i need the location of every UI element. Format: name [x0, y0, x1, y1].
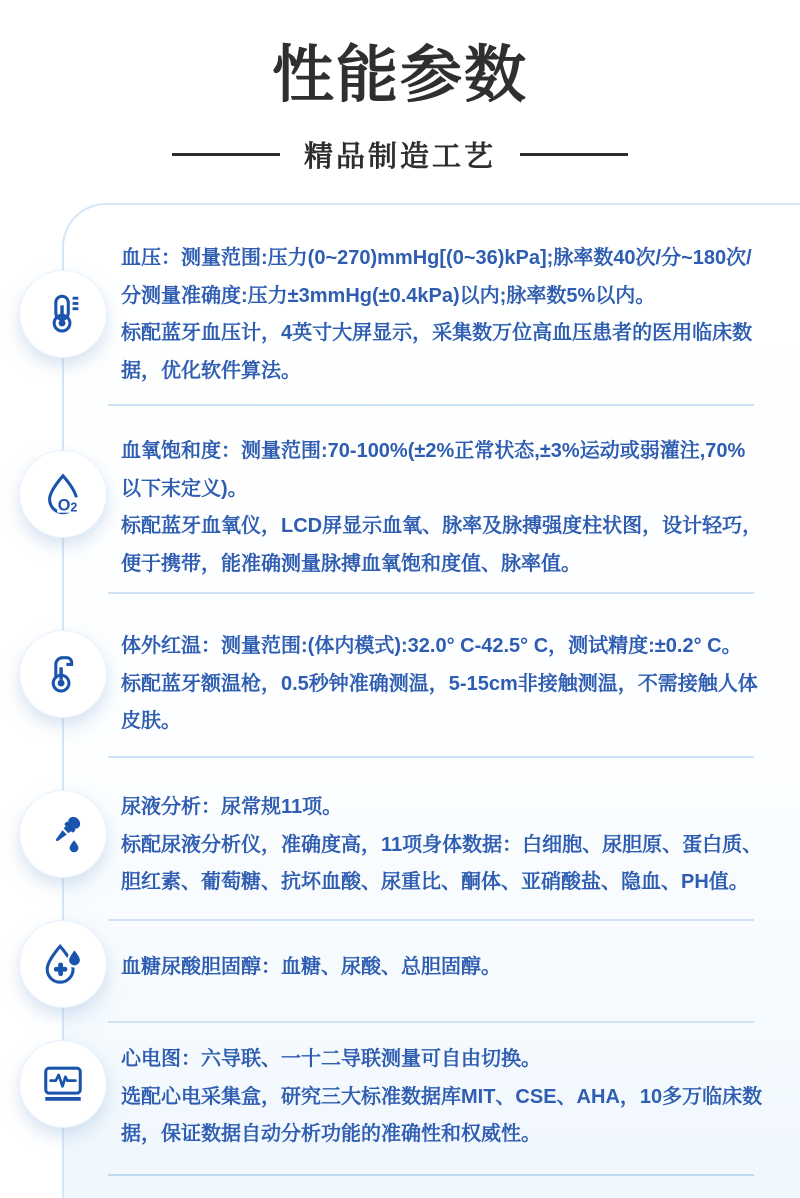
spo2-drop-icon	[20, 451, 106, 537]
spec-line: 胆红素、葡萄糖、抗坏血酸、尿重比、酮体、亚硝酸盐、隐血、PH值。	[121, 871, 749, 893]
spec-line: 以下末定义)。	[121, 477, 248, 500]
page-title: 性能参数	[271, 41, 528, 110]
spec-line: 据，优化软件算法。	[121, 359, 301, 382]
section-divider	[108, 592, 754, 594]
section-infrared-temperature	[121, 628, 789, 741]
thermometer-scale-icon	[20, 271, 106, 357]
spec-line: 标配尿液分析仪，准确度高，11项身体数据：白细胞、尿胆原、蛋白质、	[121, 833, 763, 856]
subtitle	[0, 134, 800, 175]
section-glucose	[121, 949, 789, 987]
blood-drop-plus-icon	[20, 921, 106, 1007]
section-blood-pressure	[121, 240, 789, 390]
section-blood-oxygen	[121, 433, 789, 583]
spec-line: 血氧饱和度：测量范围:70-100%(±2%正常状态,±3%运动或弱灌注,70%	[121, 440, 746, 462]
spec-line: 据，保证数据自动分析功能的准确性和权威性。	[121, 1123, 541, 1145]
spec-line: 选配心电采集盒，研究三大标准数据库MIT、CSE、AHA，10多万临床数	[121, 1085, 763, 1108]
ir-thermometer-icon	[20, 631, 106, 717]
section-divider	[108, 1021, 754, 1023]
section-urine-analysis	[121, 789, 789, 902]
section-ecg	[121, 1041, 789, 1154]
ecg-monitor-icon	[20, 1041, 106, 1127]
spec-line: 血压：测量范围:压力(0~270)mmHg[(0~36)kPa];脉率数40次/分~180次/	[121, 247, 752, 269]
spec-line: 标配蓝牙血氧仪，LCD屏显示血氧、脉率及脉搏强度柱状图，设计轻巧，	[121, 515, 763, 537]
spec-line: 标配蓝牙血压计，4英寸大屏显示，采集数万位高血压患者的医用临床数	[121, 322, 753, 344]
dropper-icon	[20, 791, 106, 877]
spec-line: 心电图：六导联、一十二导联测量可自由切换。	[121, 1048, 541, 1070]
spec-line: 尿液分析：尿常规11项。	[121, 796, 343, 818]
subtitle-right-rule	[520, 153, 628, 156]
spec-line: 标配蓝牙额温枪，0.5秒钟准确测温，5-15cm非接触测温，不需接触人体	[121, 672, 758, 695]
subtitle-text: 精品制造工艺	[303, 141, 496, 173]
svg-text:O2: O2	[57, 496, 78, 515]
spec-line: 体外红温：测量范围:(体内模式):32.0° C-42.5° C，测试精度:±0.2° C。	[121, 635, 742, 657]
section-divider	[108, 919, 754, 921]
spec-line: 便于携带，能准确测量脉搏血氧饱和度值、脉率值。	[121, 552, 581, 575]
section-divider	[108, 756, 754, 758]
spec-line: 皮肤。	[121, 710, 181, 732]
spec-line: 血糖尿酸胆固醇：血糖、尿酸、总胆固醇。	[121, 956, 501, 978]
section-divider	[108, 1174, 754, 1176]
spec-line: 分测量准确度:压力±3mmHg(±0.4kPa)以内;脉率数5%以内。	[121, 284, 656, 307]
subtitle-left-rule	[172, 153, 280, 156]
section-divider	[108, 404, 754, 406]
